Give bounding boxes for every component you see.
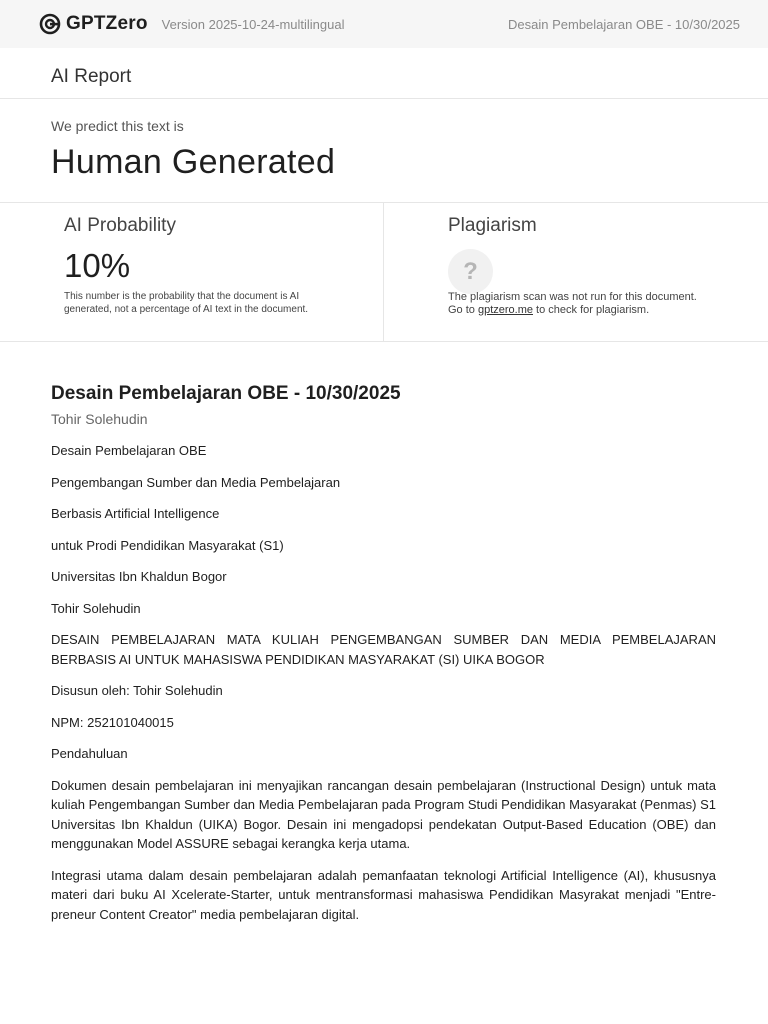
document-content xyxy=(51,383,716,936)
header-document-title: Desain Pembelajaran OBE - 10/30/2025 xyxy=(508,16,740,32)
prediction-label: We predict this text is xyxy=(51,118,184,134)
version-label: Version 2025-10-24-multilingual xyxy=(161,16,345,32)
ai-probability-card xyxy=(0,203,384,341)
document-paragraph: NPM: 252101040015 xyxy=(51,714,174,730)
plagiarism-title: Plagiarism xyxy=(448,215,537,236)
question-icon: ? xyxy=(448,249,493,294)
plagiarism-card xyxy=(384,203,768,341)
metrics-panel xyxy=(0,202,768,342)
logo-text: GPTZero xyxy=(66,13,148,34)
document-paragraph: untuk Prodi Pendidikan Masyarakat (S1) xyxy=(51,537,284,553)
ai-probability-value: 10% xyxy=(64,247,131,284)
report-label: AI Report xyxy=(51,66,132,87)
document-paragraph: Dokumen desain pembelajaran ini menyajikan rancangan desain pembelajaran (Instructional Design) untuk mata kuliah Pengembangan Sumber dan Media Pembelajaran pada Program Studi Pendidikan Masyarakat (Penmas) S1 Universitas Ibn Khaldun (UIKA) Bogor. Desain ini mengadopsi pendekatan Output-Based Education (OBE) dan menggunakan Model ASSURE sebagai kerangka kerja utama. xyxy=(51,777,716,851)
document-paragraph: Berbasis Artificial Intelligence xyxy=(51,506,220,521)
ai-probability-title: AI Probability xyxy=(64,215,176,236)
top-bar xyxy=(0,0,768,48)
logo[interactable] xyxy=(39,13,148,35)
report-header xyxy=(0,48,768,99)
document-paragraph: Disusun oleh: Tohir Solehudin xyxy=(51,683,223,698)
document-paragraph: Integrasi utama dalam desain pembelajaran adalah pemanfaatan teknologi Artificial Intelligence (AI), khususnya materi dari buku AI Xcelerate-Starter, untuk mentransformasi mahasiswa Pendidikan Masyrakat menjadi "Entrepreneur Content Creator" media pembelajaran digital. xyxy=(51,867,716,922)
ai-probability-note: This number is the probability that the document is AI generated, not a percentage of AI text in the document. xyxy=(64,291,309,315)
gptzero-link[interactable]: gptzero.me xyxy=(477,304,533,316)
document-paragraph: Universitas Ibn Khaldun Bogor xyxy=(51,569,227,584)
plagiarism-note xyxy=(448,291,710,317)
document-paragraph: Pengembangan Sumber dan Media Pembelajaran xyxy=(51,474,341,490)
document-paragraph: DESAIN PEMBELAJARAN MATA KULIAH PENGEMBANGAN SUMBER DAN MEDIA PEMBELAJARAN BERBASIS AI UNTUK MAHASISWA PENDIDIKAN MASYARAKAT (SI) UIKA BOGOR xyxy=(51,632,716,667)
document-title: Desain Pembelajaran OBE - 10/30/2025 xyxy=(51,383,401,404)
plagiarism-note-before: The plagiarism scan was not run for this document. Go to xyxy=(448,291,697,316)
document-paragraph: Tohir Solehudin xyxy=(51,600,141,616)
plagiarism-note-after: to check for plagiarism. xyxy=(533,304,650,316)
document-author: Tohir Solehudin xyxy=(51,411,148,427)
document-paragraph: Pendahuluan xyxy=(51,746,128,761)
prediction-verdict: Human Generated xyxy=(51,143,336,181)
gptzero-logo-icon xyxy=(39,13,61,35)
document-paragraph: Desain Pembelajaran OBE xyxy=(51,443,207,458)
document-body xyxy=(51,441,716,924)
